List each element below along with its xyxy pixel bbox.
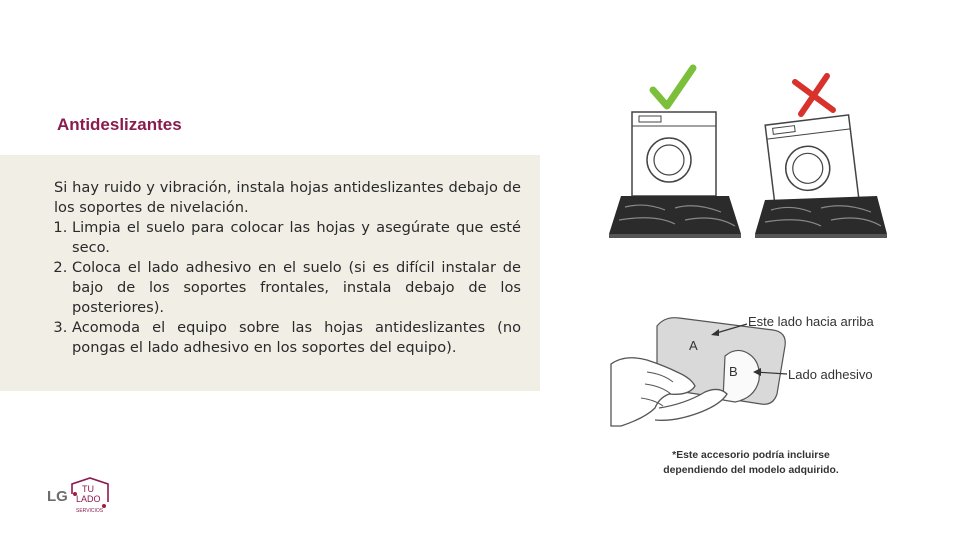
label-this-side-up: Este lado hacia arriba bbox=[748, 314, 874, 329]
step-item: 2. Coloca el lado adhesivo en el suelo (si es difícil instalar de bajo de los soportes frontales, instala debajo de los posteriores). bbox=[72, 258, 521, 318]
label-adhesive-side: Lado adhesivo bbox=[788, 367, 873, 382]
side-a-label: A bbox=[689, 338, 698, 353]
steps-list bbox=[54, 218, 521, 358]
accessory-note bbox=[640, 448, 862, 478]
washer-correct-icon bbox=[609, 112, 741, 238]
brand-logo bbox=[46, 476, 118, 520]
note-line: dependiendo del modelo adquirido. bbox=[663, 465, 839, 476]
instructions-text bbox=[54, 178, 521, 358]
logo-servicios-text: SERVICIOS bbox=[76, 508, 104, 514]
washer-incorrect-icon bbox=[755, 115, 887, 238]
intro-paragraph: Si hay ruido y vibración, instala hojas antideslizantes debajo de los soportes de nivelación. bbox=[54, 179, 521, 216]
cross-icon bbox=[795, 76, 833, 114]
logo-lado-text: LADO bbox=[76, 494, 101, 504]
note-line: *Este accesorio podría incluirse bbox=[672, 450, 830, 461]
step-item: 1. Limpia el suelo para colocar las hojas y asegúrate que esté seco. bbox=[72, 218, 521, 258]
step-item: 3. Acomoda el equipo sobre las hojas antideslizantes (no pongas el lado adhesivo en los soportes del equipo). bbox=[72, 318, 521, 358]
check-icon bbox=[653, 68, 693, 106]
section-title: Antideslizantes bbox=[57, 115, 182, 134]
washer-placement-illustration bbox=[605, 62, 895, 240]
side-b-label: B bbox=[729, 364, 738, 379]
adhesive-sheet-illustration bbox=[605, 308, 905, 438]
logo-lg-text: LG bbox=[47, 488, 68, 505]
logo-tu-text: TU bbox=[82, 484, 94, 494]
